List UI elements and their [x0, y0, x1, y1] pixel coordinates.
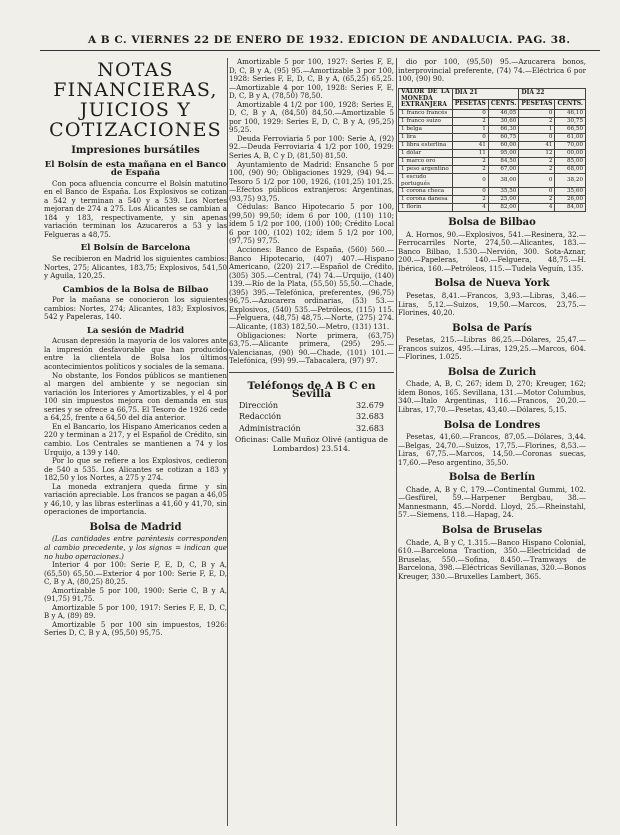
phone-heading: Teléfonos de A B C en Sevilla — [247, 379, 376, 401]
currency-name: 1 florín — [399, 204, 453, 212]
paragraph: Amortizable 4 1/2 por 100, 1928: Series E, D, C, B y A, (84,50) 84,50.—Amortizable 5 por 100, 1929: Series E, D, C, B y A, (95,25) 95,25. — [229, 99, 394, 135]
currency-table-body — [399, 110, 586, 212]
phone-row — [229, 425, 394, 434]
table-row — [399, 118, 586, 126]
paragraph: Pesetas, 215.—Libras 86,25.—Dólares, 25,47.—Francos suizos, 495.—Liras, 129,25.—Marcos, 604.—Florines, 1.025. — [398, 335, 586, 362]
rate-cell: 0 — [452, 188, 488, 196]
rate-cell: 70,00 — [555, 141, 586, 149]
phone-label: Redacción — [239, 412, 282, 422]
rate-cell: 41 — [519, 141, 555, 149]
rate-cell: 30,60 — [488, 118, 519, 126]
table-row — [399, 157, 586, 165]
table-row — [399, 141, 586, 149]
column-1 — [44, 58, 227, 828]
paragraph: La moneda extranjera queda firme y sin variación apreciable. Los francos se pagan a 46,05 y 46,10, y las libras esterlinas a 41,60 y 41,70, sin operaciones de importancia. — [44, 481, 227, 517]
paragraph: Ayuntamiento de Madrid: Ensanche 5 por 100, (90) 90; Obligaciones 1929, (94) 94.—Tesoro 5 1/2 por 100, 1926, (101,25) 101,25.—Efectos públicos extranjeros: Argentinas, (93,75) 93,75. — [229, 159, 394, 203]
rate-cell: 84,00 — [555, 204, 586, 212]
rate-cell: 0 — [519, 110, 555, 118]
paragraph: Por lo que se refiere a los Explosivos, cedieron de 540 a 535. Los Alicantes se cotizan a 183 y 182,50 y los Nortes, a 275 y 274. — [44, 456, 227, 483]
paragraph: Chade, A, B y C, 179.—Continental Gummi, 102.—Gesfürel, 59.—Harpener Bergbau, 38.—Mannesmann, 45.—Nordd. Lloyd, 25.—Rheinstahl, 57.—Siemens, 118.—Hapag, 24. — [398, 484, 586, 520]
rate-cell: 2 — [519, 118, 555, 126]
rate-cell: 0 — [452, 110, 488, 118]
currency-name: 1 franco suizo — [399, 118, 453, 126]
rate-cell: 0 — [519, 188, 555, 196]
rate-cell: 82,00 — [488, 204, 519, 212]
rate-cell: 4 — [452, 204, 488, 212]
phone-number: 32.683 — [356, 423, 384, 433]
rate-cell: 68,00 — [555, 165, 586, 173]
subheading: Cambios de la Bolsa de Bilbao — [62, 284, 209, 295]
table-row — [399, 149, 586, 157]
subheading: La sesión de Madrid — [86, 325, 185, 336]
paragraph: Chade, A, B y C, 1.315.—Banco Hispano Colonial, 610.—Barcelona Traction, 350.—Electricidad de Bruselas, 550.—Sofina, 8.450.—Tramways de Barcelona, 398.—Eléctricas Sevillanas, 320.—Bonos Kreuger, 330.—Bruxelles Lambert, 365. — [398, 537, 586, 581]
paragraph: Interior 4 por 100: Serie F, E, D, C, B y A, (65,50) 65,50.—Exterior 4 por 100: Serie F, E, D, C, B y A, (80,25) 80,25. — [44, 560, 227, 587]
rate-cell: 66,50 — [555, 126, 586, 134]
currency-name: 1 escudo portugués — [399, 173, 453, 188]
rate-cell: 84,50 — [488, 157, 519, 165]
currency-table — [398, 88, 586, 213]
rate-cell: 41 — [452, 141, 488, 149]
table-row — [399, 134, 586, 142]
paragraph: Chade, A, B, C, 267; ídem D, 270; Kreuger, 162; ídem Bonos, 165. Sevillana, 131.—Motor Columbus, 340.—Italo Argentinas, 116.—Francos, 20,20.—Libras, 17,70.—Pesetas, 43,40.—Dólares, 5,15. — [398, 379, 586, 414]
column-rule-2 — [396, 58, 397, 826]
paragraph: Pesetas, 8,41.—Francos, 3,93.—Libras, 3,46.—Liras, 5,12.—Suizos, 19,50.—Marcos, 23,75.—Florines, 40,20. — [398, 290, 586, 318]
rate-cell: 0 — [519, 134, 555, 142]
table-row — [399, 110, 586, 118]
section-heading: Bolsa de Zurich — [447, 366, 537, 378]
header-cell: PESETAS — [452, 99, 488, 110]
paragraph: dio por 100, (95,50) 95.—Azucarera bonos, interprovincial preferente, (74) 74.—Eléctrica 6 por 100, (90) 90. — [398, 58, 586, 84]
subheading: El Bolsín de esta mañana en el Banco de España — [44, 159, 227, 179]
rate-cell: 0 — [452, 173, 488, 188]
paragraph: Amortizable 5 por 100, 1927: Series F, E, D, C, B y A, (95) 95.—Amortizable 3 por 100, 1928: Series F, E, D, C, B y A, (65,25) 65,25.—Amortizable 4 por 100, 1928: Series F, E, D, C, B y A, (78,50) 78,50. — [229, 58, 394, 101]
header-cell: CENTS. — [488, 99, 519, 110]
paragraph: Amortizable 5 por 100, 1900: Serie C, B y A, (91,75) 91,75. — [44, 585, 227, 604]
table-row — [399, 173, 586, 188]
header-cell: PESETAS — [519, 99, 555, 110]
rate-cell: 2 — [452, 165, 488, 173]
rate-cell: 85,00 — [555, 157, 586, 165]
paragraph: En el Bancario, los Hispano Americanos ceden a 220 y terminan a 217, y el Español de Crédito, sin cambio. Los Centrales se mantienen a 74 y los Urquijo, a 139 y 140. — [44, 421, 227, 457]
paragraph: Amortizable 5 por 100 sin impuestos, 1926: Series D, C, B y A, (95,50) 95,75. — [44, 619, 227, 638]
paragraph: Obligaciones: Norte primera, (63,75) 63,75.—Alicante primera, (295) 295.—Valencianas, (90) 90.—Chade, (101) 101.—Telefónica, (99) 99.—Tabacalera, (97) 97. — [229, 330, 394, 366]
rate-cell: 2 — [452, 118, 488, 126]
phone-row — [229, 413, 394, 422]
rate-cell: 1 — [519, 126, 555, 134]
rate-cell: 46,10 — [555, 110, 586, 118]
rate-cell: 0 — [519, 173, 555, 188]
table-row — [399, 204, 586, 212]
rate-cell: 46,05 — [488, 110, 519, 118]
rate-cell: 95,00 — [488, 149, 519, 157]
rate-cell: 2 — [452, 157, 488, 165]
paragraph: Por la mañana se conocieron los siguientes cambios: Nortes, 274; Alicantes, 183; Explosivos, 542 y Papeleras, 140. — [44, 295, 227, 322]
rate-cell: 1 — [452, 126, 488, 134]
currency-name: 1 libra esterlina — [399, 141, 453, 149]
table-row — [399, 196, 586, 204]
note: (Las cantidades entre paréntesis corresponden al cambio precedente, y los signos = indican que no hubo operaciones.) — [44, 534, 227, 561]
page-title: NOTAS FINANCIERAS, JUICIOS Y COTIZACIONES — [49, 59, 222, 141]
paragraph: Acciones: Banco de España, (560) 560.—Banco Hipotecario, (407) 407.—Hispano Americano, (220) 217.—Español de Crédito, (305) 305.—Central, (74) 74.—Urquijo, (140) 139.—Río de la Plata, (55,50) 55,50.—Chade, (395) 395.—Telefónica, preferentes, (96,75) 96,75.—Azucarera ordinarias, (53) 53.—Explosivos, (540) 535.—Petróleos, (115) 115.—Felguera, (48,75) 48,75.—Norte, (275) 274.—Alicante, (183) 182,50.—Metro, (131) 131. — [229, 245, 394, 331]
rate-cell: 61,00 — [555, 134, 586, 142]
header-cell: VALOR DE LA MONEDA EXTRANJERA — [399, 88, 453, 110]
header-cell: DIA 22 — [519, 88, 586, 99]
paragraph: Cédulas: Banco Hipotecario 5 por 100, (99,50) 99,50; ídem 6 por 100, (110) 110; ídem 5 1/2 por 100, (100) 100; Crédito Local 6 por 100, (102) 102; ídem 5 1/2 por 100, (97,75) 97,75. — [229, 202, 394, 246]
currency-name: 1 belga — [399, 126, 453, 134]
paragraph: No obstante, los Fondos públicos se mantienen al margen del ambiente y se negocian sin variación los Interiores y Amortizables, y el 4 por 100 sin impuestos mejora con demanda en sus series y se ofrece a 66,75. El Tesoro de 1926 cede a 64,25, frente a 64,50 del día anterior. — [44, 370, 227, 423]
rate-cell: 67,00 — [488, 165, 519, 173]
column-2 — [229, 58, 394, 828]
rate-cell: 00,00 — [555, 149, 586, 157]
rate-cell: 25,00 — [488, 196, 519, 204]
phone-number: 32.683 — [356, 412, 384, 422]
rate-cell: 26,00 — [555, 196, 586, 204]
paragraph: Con poca afluencia concurre el Bolsín matutino en el Banco de España. Los Explosivos se cotizan a 542 y terminan a 540 y a 539. Los Nortes mejoran de 274 a 275. Los Alicantes se cambian a 184 y 183, respectivamente, y sin apenas variación terminan los Azucareros a 53 y las Felgueras a 48,75. — [44, 178, 227, 239]
phone-label: Dirección — [239, 400, 279, 410]
paragraph: Acusan depresión la mayoría de los valores ante la impresión desfavorable que han producido entre la clientela de Bolsa los últimos acontecimientos políticos y sociales de la semana. — [44, 336, 227, 372]
paragraph: Se recibieron en Madrid los siguientes cambios: Nortes, 275; Alicantes, 183,75; Explosivos, 541,50 y Aguila, 120,25. — [44, 254, 227, 281]
table-row — [399, 188, 586, 196]
paragraph: Amortizable 5 por 100, 1917: Series F, E, D, C, B y A, (89) 89. — [44, 602, 227, 621]
table-row — [399, 126, 586, 134]
rate-cell: 38,00 — [488, 173, 519, 188]
rate-cell: 2 — [452, 196, 488, 204]
header-cell: DIA 21 — [452, 88, 519, 99]
table-row — [399, 165, 586, 173]
rate-cell: 38,20 — [555, 173, 586, 188]
currency-name: 1 lira — [399, 134, 453, 142]
currency-name: 1 corona checa — [399, 188, 453, 196]
rate-cell: 66,30 — [488, 126, 519, 134]
rate-cell: 12 — [519, 149, 555, 157]
rate-cell: 35,50 — [488, 188, 519, 196]
rate-cell: 35,60 — [555, 188, 586, 196]
currency-name: 1 peso argentino — [399, 165, 453, 173]
phone-label: Administración — [239, 423, 301, 433]
header-cell: CENTS. — [555, 99, 586, 110]
paragraph: A. Hornos, 90.—Explosivos, 541.—Resinera, 32.—Ferrocarriles Norte, 274,50.—Alicantes, 183.—Banco Bilbao, 1.530.—Nervión, 300. Sota-Aznar, 200.—Papeleras, 140.—Felguera, 48,75.—H. Ibérica, 160.—Petróleos, 115.—Tudela Veguín, 135. — [398, 229, 586, 273]
phone-row — [229, 402, 394, 411]
section-heading: Bolsa de Madrid — [89, 521, 182, 533]
header-rule — [40, 50, 600, 51]
rate-cell: 2 — [519, 165, 555, 173]
rate-cell: 60,00 — [488, 141, 519, 149]
section-heading: Bolsa de Londres — [443, 419, 541, 431]
rate-cell: 2 — [519, 157, 555, 165]
currency-name: 1 marco oro — [399, 157, 453, 165]
rate-cell: 30,75 — [555, 118, 586, 126]
subheading: El Bolsín de Barcelona — [80, 243, 191, 254]
phone-number: 32.679 — [356, 400, 384, 410]
rate-cell: 60,75 — [488, 134, 519, 142]
column-3 — [398, 58, 586, 828]
rate-cell: 4 — [519, 204, 555, 212]
paragraph: Pesetas, 41,60.—Francos, 87,05.—Dólares, 3,44.—Belgas, 24,70.—Suizos, 17,75.—Florines, 8,53.—Liras, 67,75.—Marcos, 14,50.—Coronas suecas, 17,60.—Peso argentino, 35,50. — [398, 432, 586, 467]
section-heading: Impresiones bursátiles — [71, 145, 200, 156]
currency-name: 1 dólar — [399, 149, 453, 157]
currency-name: 1 corona danesa — [399, 196, 453, 204]
phone-box — [229, 372, 394, 454]
section-heading: Bolsa de Bruselas — [441, 525, 543, 536]
column-rule-1 — [227, 58, 228, 826]
section-heading: Bolsa de Berlín — [448, 472, 536, 484]
rate-cell: 0 — [452, 134, 488, 142]
section-heading: Bolsa de Nueva York — [434, 278, 550, 290]
currency-name: 1 franco francés — [399, 110, 453, 118]
rate-cell: 2 — [519, 196, 555, 204]
section-heading: Bolsa de Bilbao — [448, 217, 536, 229]
paragraph: Deuda Ferroviaria 5 por 100: Serie A, (92) 92.—Deuda Ferroviaria 4 1/2 por 100, 1929: Series A, B, C y D, (81,50) 81,50. — [229, 133, 394, 161]
section-heading: Bolsa de París — [452, 322, 532, 334]
running-head: A B C. VIERNES 22 DE ENERO DE 1932. EDICION DE ANDALUCIA. PAG. 38. — [88, 34, 571, 46]
office-address: Oficinas: Calle Muñoz Olivé (antigua de Lombardos) 23.514. — [234, 435, 389, 453]
rate-cell: 11 — [452, 149, 488, 157]
